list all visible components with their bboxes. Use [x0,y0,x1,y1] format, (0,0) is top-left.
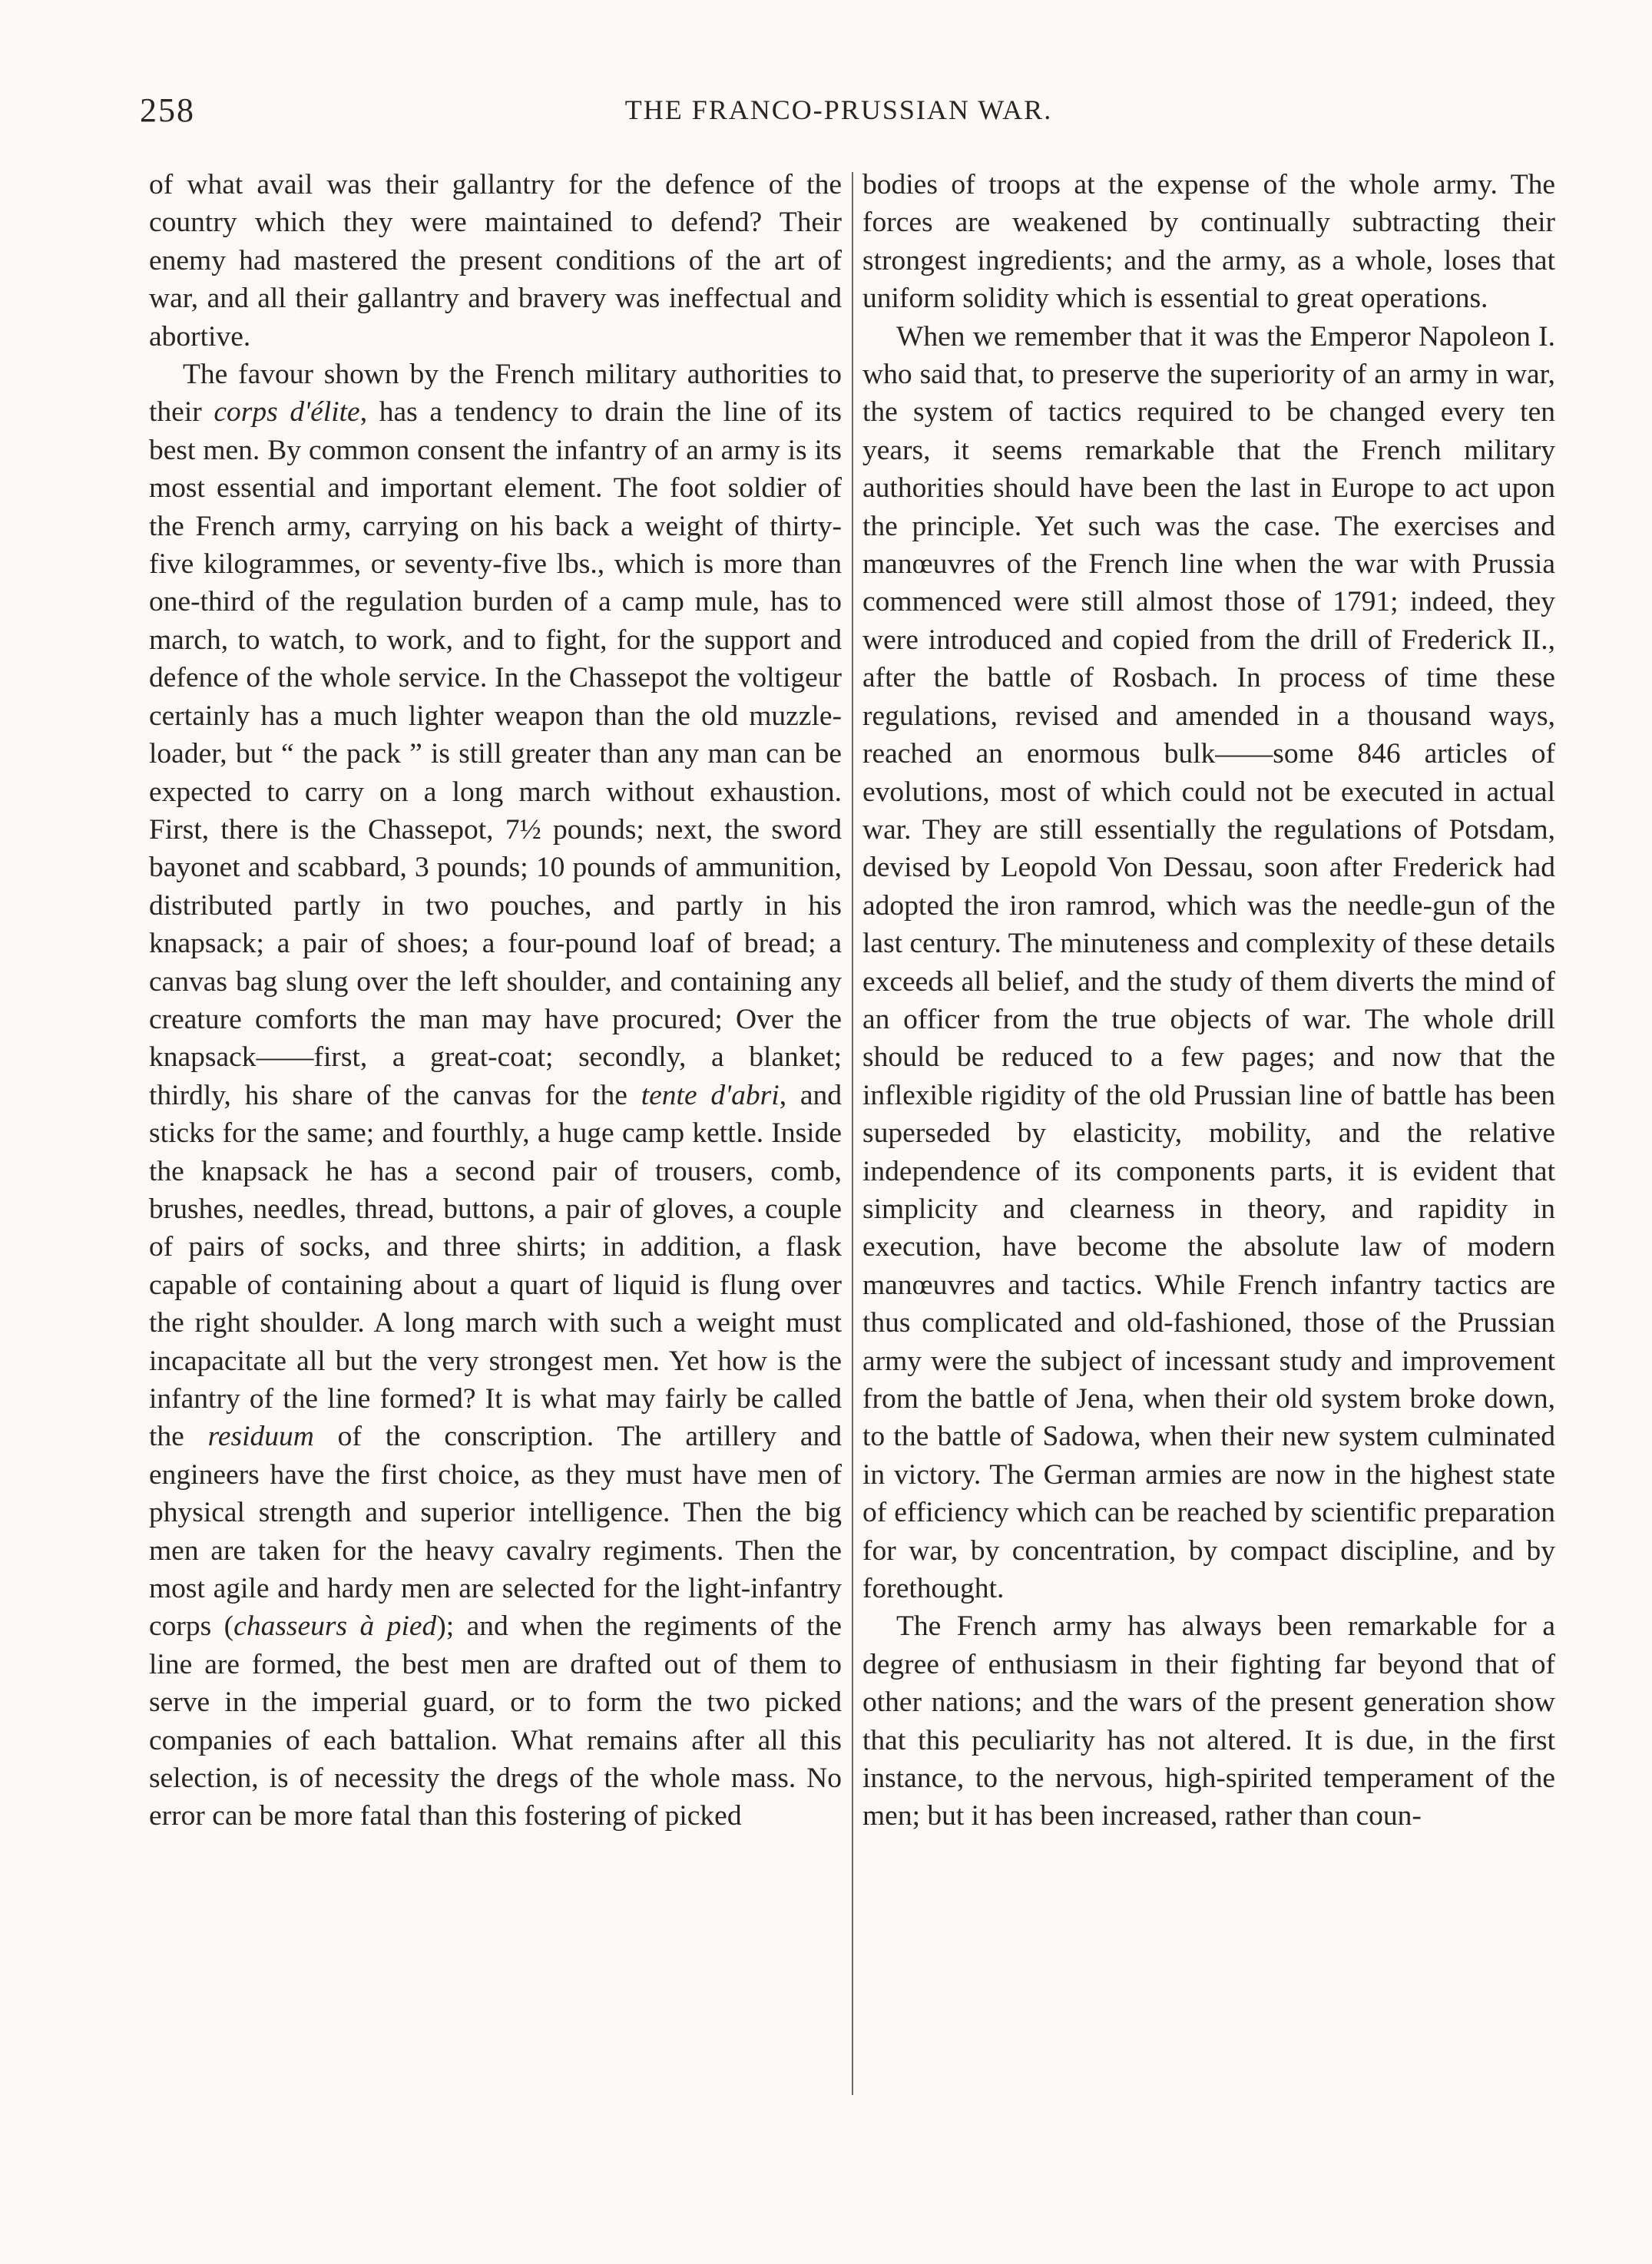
italic-phrase: corps d'élite [214,396,360,429]
column-divider [852,172,853,2095]
paragraph: The French army has always been remarkable for a degree of enthusiasm in their fighting far beyond that of other nations; and the wars of the present generation show that this peculiarity has not altered. It is due, in the first instance, to the nervous, high-spirited temperament of the men; but it has been increased, rather than coun- [862,1610,1555,1832]
paragraph: When we remember that it was the Emperor Napoleon I. who said that, to preserve the superiority of an army in war, the system of tactics required to be changed every ten years, it seems remarkable that the French military authorities should have been the last in Europe to act upon the principle. Yet such was the case. The exercises and manœuvres of the French line when the war with Prussia commenced were still almost those of 1791; indeed, they were introduced and copied from the drill of Frederick II., after the battle of Rosbach. In process of time these regulations, revised and amended in a thousand ways, reached an enormous bulk——some 846 articles of evolutions, most of which could not be executed in actual war. They are still essentially the regulations of Potsdam, devised by Leopold Von Dessau, soon after Frederick had adopted the iron ramrod, which was the needle-gun of the last century. The minuteness and complexity of these details exceeds all belief, and the study of them diverts the mind of an officer from the true objects of war. The whole drill should be reduced to a few pages; and now that the inflexible rigidity of the old Prussian line of battle has been superseded by elasticity, mobility, and the relative independence of its components parts, it is evident that simplicity and clearness in theory, and rapidity in execution, have become the absolute law of modern manœuvres and tactics. While French infantry tactics are thus complicated and old-fashioned, those of the Prussian army were the subject of incessant study and improvement from the battle of Jena, when their old system broke down, to the battle of Sadowa, when their new system culminated in victory. The German armies are now in the highest state of efficiency which can be reached by scientific preparation for war, by concentration, by compact discipline, and by forethought. [862,320,1555,1605]
page-number: 258 [140,91,195,129]
paragraph: of what avail was their gallantry for the defence of the country which they were maintained to defend? Their enemy had mastered the present conditions of the art of war, and all their gallantry and bravery was ineffectual and abortive. [149,169,842,353]
right-column [862,166,1555,2101]
paragraph: bodies of troops at the expense of the whole army. The forces are weakened by continually subtracting their strongest ingredients; and the army, as a whole, loses that uniform solidity which is essential to great operations. [862,169,1555,315]
italic-phrase: tente d'abri [641,1079,780,1111]
text-run: ); and when the regiments of the line are formed, the best men are drafted out of them to serve in the imperial guard, or to form the two picked companies of each battalion. What remains after all this selection, is of necessity the dregs of the whole mass. No error can be more fatal than this fostering of picked [149,1610,842,1832]
left-column [149,166,842,2101]
paragraph [149,356,842,1835]
text-run: , and sticks for the same; and fourthly, a huge camp kettle. Inside the knapsack he has a second pair of trousers, comb, brushes, needles, thread, buttons, a pair of gloves, a couple of pairs of socks, and three shirts; in addition, a flask capable of containing about a quart of liquid is flung over the right shoulder. A long march with such a weight must incapacitate all but the very strongest men. Yet how is the infantry of the line formed? It is what may fairly be called the [149,1079,842,1453]
page-header [140,91,1538,137]
running-title: THE FRANCO-PRUSSIAN WAR. [624,94,1053,125]
italic-phrase: residuum [207,1421,314,1453]
italic-phrase: chasseurs à pied [233,1610,437,1643]
text-run: , has a tendency to drain the line of its best men. By common consent the infantry of an army is its most essential and important element. The foot soldier of the French army, carrying on his back a weight of thirty-five kilogrammes, or seventy-five lbs., which is more than one-third of the regulation burden of a camp mule, has to march, to watch, to work, and to fight, for the support and defence of the whole service. In the Chassepot the voltigeur certainly has a much lighter weapon than the old muzzle-loader, but “ the pack ” is still greater than any man can be expected to carry on a long march without exhaustion. First, there is the Chassepot, 7½ pounds; next, the sword bayonet and scabbard, 3 pounds; 10 pounds of ammunition, distributed partly in two pouches, and partly in his knapsack; a pair of shoes; a four-pound loaf of bread; a canvas bag slung over the left shoulder, and containing any creature comforts the man may have procured; Over the knapsack——first, a great-coat; secondly, a blanket; thirdly, his share of the canvas for the [149,396,842,1111]
text-run: of the conscription. The artillery and engineers have the first choice, as they must have men of physical strength and superior intelligence. Then the big men are taken for the heavy cavalry regiments. Then the most agile and hardy men are selected for the light-infantry corps ( [149,1421,842,1643]
text-run: The favour shown by the French military authorities to their [149,359,842,429]
